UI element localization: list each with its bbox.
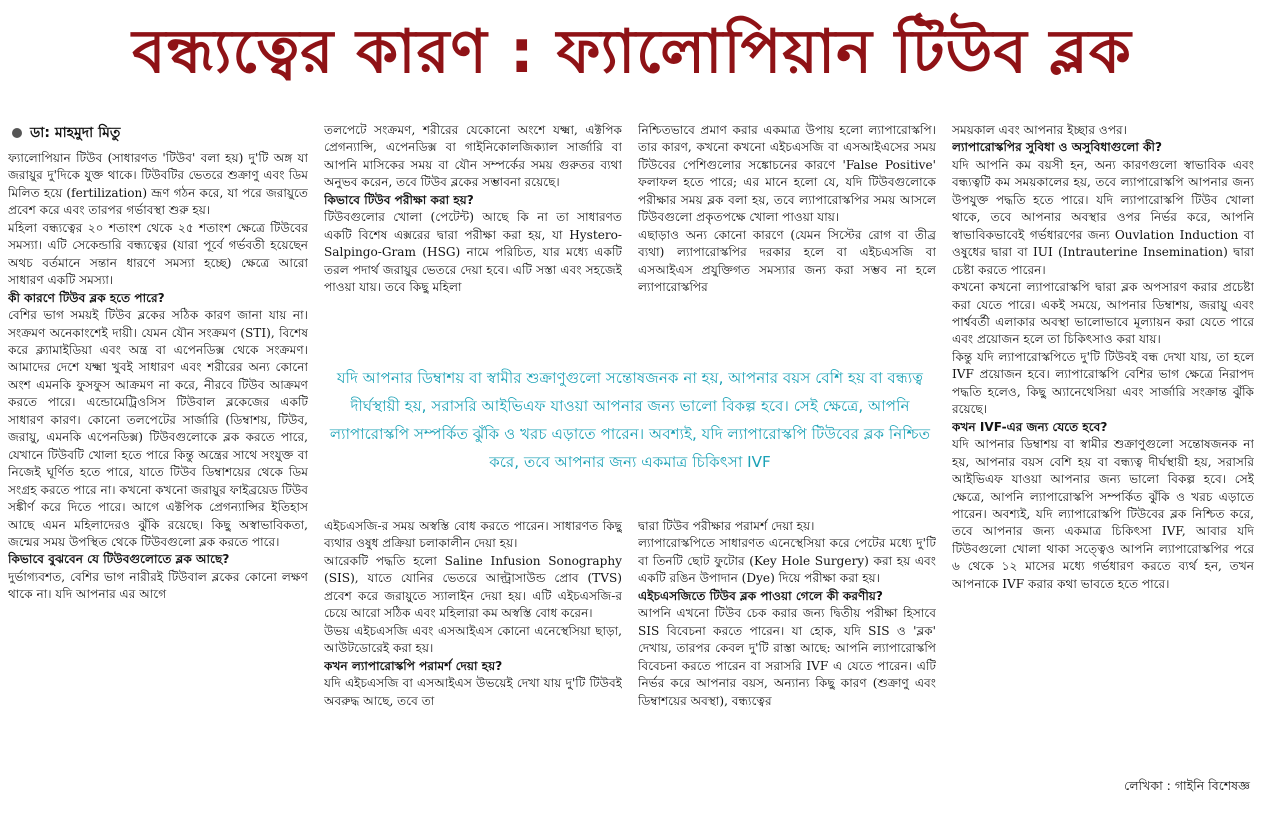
article-column-2-top [324,122,622,350]
paragraph: মহিলা বন্ধ্যত্বের ২০ শতাংশ থেকে ২৫ শতাংশ ক্ষেত্রে টিউবের সমস্যা। এটি সেকেন্ডারি বন্ধ্যত্বের (যারা পূর্বে গর্ভবতী হয়েছেন অথচ বর্তমানে সন্তান ধারণে সমস্যা হচ্ছে) ক্ষেত্রে আরো সাধারণ একটি সমস্যা। [8,220,308,288]
pull-quote: যদি আপনার ডিম্বাশয় বা স্বামীর শুক্রাণুগুলো সন্তোষজনক না হয়, আপনার বয়স বেশি হয় বা বন্ধ্যত্ব দীর্ঘস্থায়ী হয়, সরাসরি আইভিএফ যাওয়া আপনার জন্য ভালো বিকল্প হবে। সেই ক্ষেত্রে, আপনি ল্যাপারোস্কপি সম্পর্কিত ঝুঁকি ও খরচ এড়াতে পারেন। অবশ্যই, যদি ল্যাপারোস্কপি টিউবের ব্লক নিশ্চিত করে, তবে আপনার জন্য একমাত্র চিকিৎসা IVF [329,369,931,471]
paragraph: কিন্তু যদি ল্যাপারোস্কপিতে দু'টি টিউবই বন্ধ দেখা যায়, তা হলে IVF প্রয়োজন হবে। ল্যাপারোস্কপি বেশির ভাগ ক্ষেত্রে নিরাপদ পদ্ধতি হলেও, কিছু অ্যানেথেসিয়া এবং সার্জারি সংক্রান্ত ঝুঁকি রয়েছে। [952,349,1254,417]
paragraph: যদি আপনি কম বয়সী হন, অন্য কারণগুলো স্বাভাবিক এবং বন্ধ্যত্বটি কম সময়কালের হয়, তবে ল্যাপারোস্কপি আপনার জন্য উপযুক্ত পদ্ধতি হতে পারে। যদি ল্যাপারোস্কপি টিউব খোলা থাকে, তবে আপনার অবস্থার ওপর নির্ভর করে, আপনি স্বাভাবিকভাবেই গর্ভধারণের জন্য Ouvlation Induction বা ওষুধের দ্বারা বা IUI (Intrauterine Insemination) দ্বারা চেষ্টা করতে পারেন। [952,157,1254,277]
subheading: এইচএসজিতে টিউব ব্লক পাওয়া গেলে কী করণীয়? [638,588,883,603]
article-column-1 [8,150,308,798]
subheading: কিভাবে টিউব পরীক্ষা করা হয়? [324,192,474,207]
article-column-2-bottom [324,518,622,800]
subheading: কখন IVF-এর জন্য যেতে হবে? [952,419,1108,434]
author-name: ডা: মাহমুদা মিতু [30,125,121,141]
paragraph: বেশির ভাগ সময়ই টিউব ব্লকের সঠিক কারণ জানা যায় না। সংক্রমণ অনেকাংশেই দায়ী। যেমন যৌন সংক্রমণ (STI), বিশেষ করে ক্ল্যামাইডিয়া এবং অন্ত্র বা এপেনডিক্স থেকে সংক্রমণ। আমাদের দেশে যক্ষ্মা খুবই সাধারণ এবং শরীরের অন্য কোনো অংশ এমনকি ফুসফুস আক্রমণ না করে, নীরবে টিউব আক্রমণ করতে পারে। এন্ডোমেট্রিওসিস টিউবাল ব্লকেজের একটি সাধারণ কারণ। কোনো তলপেটের সার্জারি (ডিম্বাশয়, টিউব, জরায়ু, এমনকি এপেনডিক্স) টিউবগুলোকে ব্লক করতে পারে, যেখানে টিউবটি খোলা হতে পারে কিন্তু অন্ত্রের সাথে সংযুক্ত বা নিজেই ঘূর্ণিত হতে পারে, যাতে টিউব ডিম্বাশয়ের থেকে ডিম সংগ্রহ করতে পারে না। কখনো কখনো জরায়ুর ফাইব্রয়েড টিউব সঙ্কীর্ণ করে দিতে পারে। আগে এক্টপিক প্রেগন্যান্সির ইতিহাস আছে এমন মহিলাদেরও ঝুঁকি রয়েছে। কিছু অস্বাভাবিকতা, জন্মের সময় উপস্থিত থেকে টিউবগুলো ব্লক করতে পারে। [8,308,308,549]
paragraph: দ্বারা টিউব পরীক্ষার পরামর্শ দেয়া হয়। [638,519,815,533]
paragraph: ল্যাপারোস্কপিতে সাধারণত এনেস্থেসিয়া করে পেটের মধ্যে দু'টি বা তিনটি ছোট ফুটোর (Key Hole Surgery) করা হয় এবং একটি রঙিন উপাদান (Dye) দিয়ে পরীক্ষা করা হয়। [638,536,936,586]
paragraph: দুর্ভাগ্যবশত, বেশির ভাগ নারীরই টিউবাল ব্লকের কোনো লক্ষণ থাকে না। যদি আপনার এর আগে [8,569,308,602]
subheading: কী কারণে টিউব ব্লক হতে পারে? [8,290,165,305]
subheading: কিভাবে বুঝবেন যে টিউবগুলোতে ব্লক আছে? [8,552,230,567]
subheading: কখন ল্যাপারোস্কপি পরামর্শ দেয়া হয়? [324,658,503,673]
paragraph: তলপেটে সংক্রমণ, শরীরের যেকোনো অংশে যক্ষ্মা, এক্টপিক প্রেগন্যান্সি, এপেনডিক্স বা গাইনিকোলজিক্যাল সার্জারি বা আপনি মাসিকের সময় বা যৌন সম্পর্কের সময় গুরুতর ব্যথা অনুভব করেন, তবে টিউব ব্লকের সম্ভাবনা রয়েছে। [324,123,622,190]
paragraph: সময়কাল এবং আপনার ইচ্ছার ওপর। [952,123,1128,137]
author-signature: লেখিকা : গাইনি বিশেষজ্ঞ [1124,778,1250,793]
paragraph: উভয় এইচএসজি এবং এসআইএস কোনো এনেস্থেসিয়া ছাড়া, আউটডোরেই করা হয়। [324,623,622,656]
paragraph: নিশ্চিতভাবে প্রমাণ করার একমাত্র উপায় হলো ল্যাপারোস্কপি। তার কারণ, কখনো কখনো এইচএসজি বা এসআইএসের সময় টিউবের পেশিগুলোর সঙ্কোচনের কারণে 'False Positive' ফলাফল হতে পারে; এর মানে হলো যে, যদি টিউবগুলোকে পরীক্ষার সময় ব্লক বলা হয়, তবে ল্যাপারোস্কপির সময় আসলে টিউবগুলো প্রকৃতপক্ষে খোলা পাওয়া যায়। [638,123,936,225]
paragraph: ফ্যালোপিয়ান টিউব (সাধারণত 'টিউব' বলা হয়) দু'টি অঙ্গ যা জরায়ুর দু'দিকে যুক্ত থাকে। টিউবটির ভেতরে শুক্রাণু এবং ডিম মিলিত হয়ে (fertilization) ভ্রূণ গঠন করে, যা পরে জরায়ুতে প্রবেশ করে এবং তারপর গর্ভাবস্থা শুরু হয়। [8,151,308,218]
article-column-3-bottom [638,518,936,800]
article-column-4 [952,122,1254,782]
paragraph: যদি এইচএসজি বা এসআইএস উভয়েই দেখা যায় দু'টি টিউবই অবরুদ্ধ আছে, তবে তা [324,676,622,708]
bullet-icon [12,128,22,138]
byline [12,122,120,144]
paragraph: এছাড়াও অন্য কোনো কারণে (যেমন সিস্টের রোগ বা তীব্র ব্যথা) ল্যাপারোস্কপির দরকার হলে বা এইচএসজি বা এসআইএস প্রযুক্তিগত সমস্যার জন্য করা সম্ভব না হলে ল্যাপারোস্কপির [638,227,936,295]
article-column-3-top [638,122,936,350]
paragraph: যদি আপনার ডিম্বাশয় বা স্বামীর শুক্রাণুগুলো সন্তোষজনক না হয়, আপনার বয়স বেশি হয় বা বন্ধ্যত্ব দীর্ঘস্থায়ী হয়, সরাসরি আইভিএফ যাওয়া আপনার জন্য ভালো বিকল্প হবে। সেই ক্ষেত্রে, আপনি ল্যাপারোস্কপি সম্পর্কিত ঝুঁকি ও খরচ এড়াতে পারেন। অবশ্যই, যদি ল্যাপারোস্কপি টিউবের ব্লক নিশ্চিত করে, তবে আপনার জন্য একমাত্র চিকিৎসা IVF, আবার যদি টিউবগুলো খোলা থাকা সত্ত্বেও আপনি ল্যাপারোস্কপির পরে ৬ থেকে ১২ মাসের মধ্যে গর্ভধারণ করতে ব্যর্থ হন, তখন আপনাকে IVF করার কথা ভাবতে হতে পারে। [952,437,1254,591]
paragraph: এইচএসজি-র সময় অস্বস্তি বোধ করতে পারেন। সাধারণত কিছু ব্যথার ওষুধ প্রক্রিয়া চলাকালীন দেয়া হয়। [324,519,622,551]
paragraph: টিউবগুলোর খোলা (পেটেন্ট) আছে কি না তা সাধারণত একটি বিশেষ এক্সরের দ্বারা পরীক্ষা করা হয়, যা Hystero-Salpingo-Gram (HSG) নামে পরিচিত, যার মধ্যে একটি তরল পদার্থ জরায়ুর ভেতরে দেয়া হবে। এটি সস্তা এবং সহজেই পাওয়া যায়। তবে কিছু মহিলা [324,210,622,295]
paragraph: আরেকটি পদ্ধতি হলো Saline Infusion Sonography (SIS), যাতে যোনির ভেতরে আল্ট্রাসাউন্ড প্রোব (TVS) প্রবেশ করে জরায়ুতে স্যালাইন দেয়া হয়। এটি এইচএসজি-র চেয়ে আরো সঠিক এবং মহিলারা কম অস্বস্তি বোধ করেন। [324,553,622,621]
paragraph: কখনো কখনো ল্যাপারোস্কপি দ্বারা ব্লক অপসারণ করার প্রচেষ্টা করা যেতে পারে। একই সময়ে, আপনার ডিম্বাশয়, জরায়ু এবং পার্শ্ববর্তী এলাকার অবস্থা ভালোভাবে মূল্যায়ন করা যেতে পারে এবং প্রয়োজন হলে তা চিকিৎসাও করা যায়। [952,280,1254,347]
paragraph: আপনি এখনো টিউব চেক করার জন্য দ্বিতীয় পরীক্ষা হিসাবে SIS বিবেচনা করতে পারেন। যা হোক, যদি SIS ও 'ব্লক' দেখায়, তারপর কেবল দু'টি রাস্তা আছে: আপনি ল্যাপারোস্কপি বিবেচনা করতে পারেন বা সরাসরি IVF এ যেতে পারেন। এটি নির্ভর করে আপনার বয়স, অন্যান্য কিছু কারণ (শুক্রাণু এবং ডিম্বাশয়ের অবস্থা), বন্ধ্যত্বের [638,606,936,708]
subheading: ল্যাপারোস্কপির সুবিধা ও অসুবিধাগুলো কী? [952,140,1162,155]
headline: বন্ধ্যত্বের কারণ : ফ্যালোপিয়ান টিউব ব্লক [132,17,1132,87]
